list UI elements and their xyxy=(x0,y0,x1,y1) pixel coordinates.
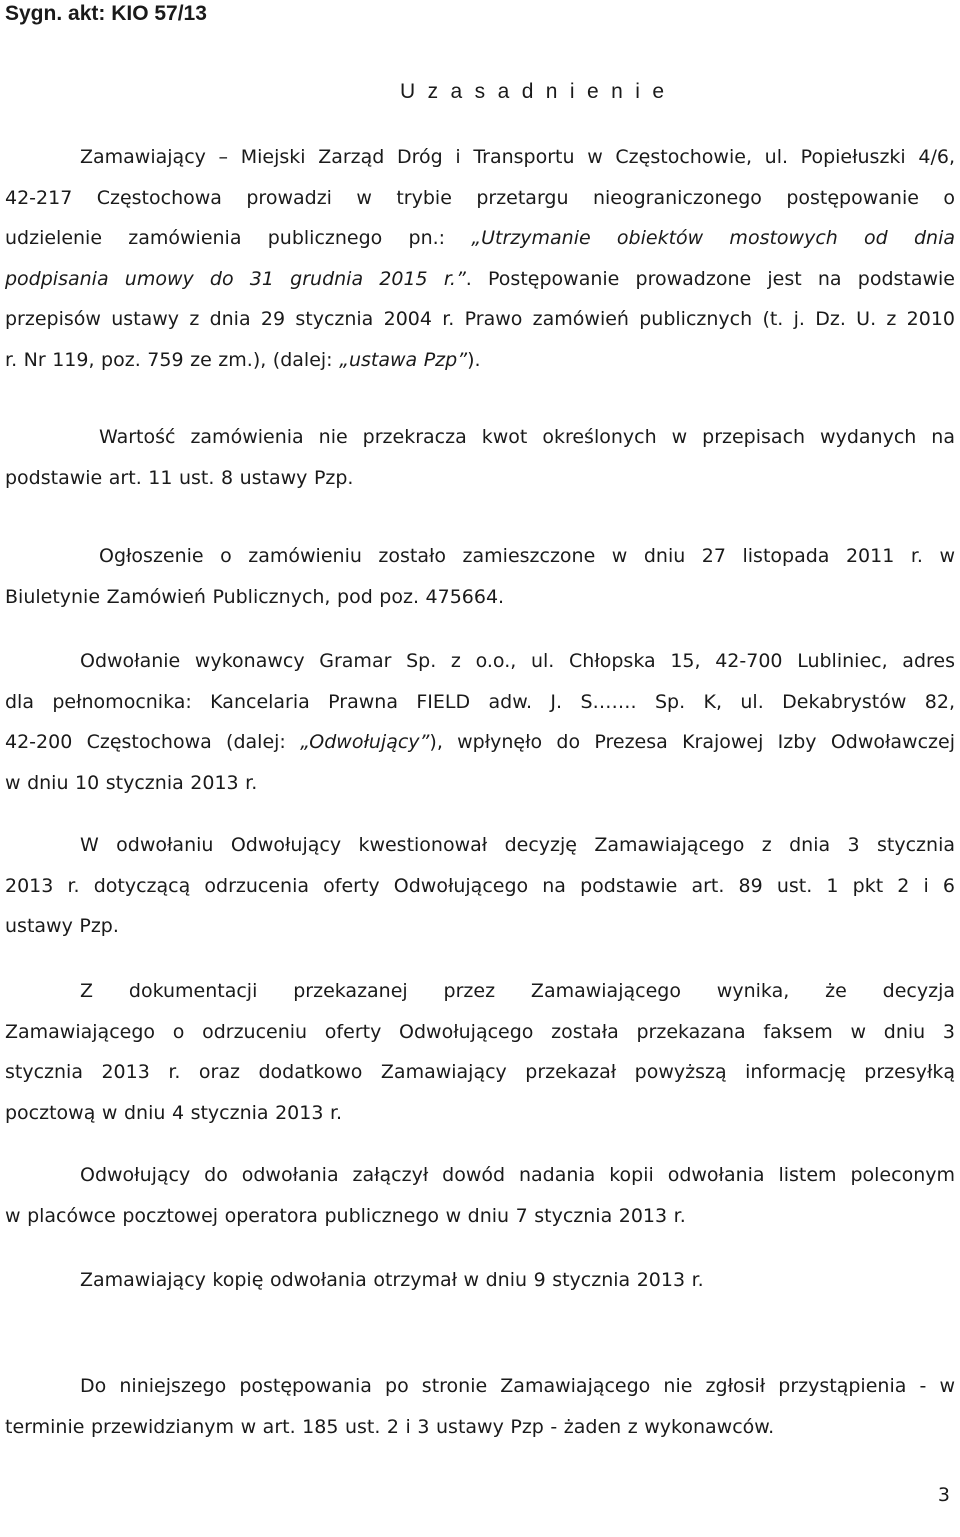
paragraph-intervention xyxy=(5,1366,955,1447)
text-line xyxy=(5,722,955,763)
text-line: w dniu 10 stycznia 2013 r. xyxy=(5,771,258,794)
text-span: ), wpłynęło do Prezesa Krajowej Izby Odwoławczej xyxy=(429,731,955,753)
text-line xyxy=(5,218,955,259)
text-line: dla pełnomocnika: Kancelaria Prawna FIELD adw. J. S……. Sp. K, ul. Dekabrystów 82, xyxy=(5,690,955,713)
paragraph-appeal xyxy=(5,641,955,803)
text-span: udzielenie zamówienia publicznego pn.: xyxy=(5,227,472,249)
paragraph-copy xyxy=(5,1260,955,1301)
text-line: Zamawiający – Miejski Zarząd Dróg i Transportu w Częstochowie, ul. Popiełuszki 4/6, xyxy=(80,146,955,168)
page-number: 3 xyxy=(937,1484,950,1506)
text-span: r. Nr 119, poz. 759 ze zm.), (dalej: xyxy=(5,348,340,371)
text-line: stycznia 2013 r. oraz dodatkowo Zamawiający przekazał powyższą informację przesyłką xyxy=(5,1061,955,1083)
paragraph-announcement xyxy=(5,536,955,617)
appellant-abbrev: „Odwołujący” xyxy=(300,731,430,753)
text-line: przepisów ustawy z dnia 29 stycznia 2004 r. Prawo zamówień publicznych (t. j. Dz. U. z 2010 xyxy=(5,308,955,330)
text-line: Do niniejszego postępowania po stronie Zamawiającego nie zgłosił przystąpienia - w xyxy=(80,1375,955,1397)
paragraph-intro xyxy=(5,137,955,380)
text-line: ustawy Pzp. xyxy=(5,915,119,937)
text-line xyxy=(5,340,955,381)
text-line: Z dokumentacji przekazanej przez Zamawiającego wynika, że decyzja xyxy=(80,980,955,1002)
contract-title: „Utrzymanie obiektów mostowych od dnia xyxy=(471,227,955,249)
text-line: 42-217 Częstochowa prowadzi w trybie przetargu nieograniczonego postępowanie o xyxy=(5,186,955,209)
text-line xyxy=(5,259,955,300)
text-line: podstawie art. 11 ust. 8 ustawy Pzp. xyxy=(5,466,354,489)
act-abbrev: „ustawa Pzp” xyxy=(339,348,468,371)
text-line: Odwołujący do odwołania załączył dowód nadania kopii odwołania listem poleconym xyxy=(80,1164,955,1186)
text-line: terminie przewidzianym w art. 185 ust. 2 i 3 ustawy Pzp - żaden z wykonawców. xyxy=(5,1415,775,1438)
text-line: Ogłoszenie o zamówieniu zostało zamieszczone w dniu 27 listopada 2011 r. w xyxy=(99,545,955,567)
text-line: Wartość zamówienia nie przekracza kwot określonych w przepisach wydanych na xyxy=(99,426,955,448)
document-heading: U z a s a d n i e n i e xyxy=(400,80,668,103)
text-span: 42-200 Częstochowa (dalej: xyxy=(5,731,301,753)
case-signature: Sygn. akt: KIO 57/13 xyxy=(5,2,207,25)
text-line: Biuletynie Zamówień Publicznych, pod poz. 475664. xyxy=(5,585,505,608)
paragraph-proof xyxy=(5,1155,955,1236)
text-line: 2013 r. dotyczącą odrzucenia oferty Odwołującego na podstawie art. 89 ust. 1 pkt 2 i 6 xyxy=(5,874,955,897)
text-line: w placówce pocztowej operatora publicznego w dniu 7 stycznia 2013 r. xyxy=(5,1204,686,1227)
text-line: Odwołanie wykonawcy Gramar Sp. z o.o., ul. Chłopska 15, 42-700 Lubliniec, adres xyxy=(80,650,955,672)
text-line: W odwołaniu Odwołujący kwestionował decyzję Zamawiającego z dnia 3 stycznia xyxy=(80,834,955,856)
text-span: ). xyxy=(467,348,481,371)
text-line: Zamawiającego o odrzuceniu oferty Odwołującego została przekazana faksem w dniu 3 xyxy=(5,1020,955,1043)
paragraph-documentation xyxy=(5,971,955,1133)
paragraph-value xyxy=(5,417,955,498)
text-line: Zamawiający kopię odwołania otrzymał w dniu 9 stycznia 2013 r. xyxy=(80,1269,704,1291)
contract-title-cont: podpisania umowy do 31 grudnia 2015 r.” xyxy=(5,267,466,290)
paragraph-decision xyxy=(5,825,955,947)
text-span: . Postępowanie prowadzone jest na podstawie xyxy=(465,267,955,290)
text-line: pocztową w dniu 4 stycznia 2013 r. xyxy=(5,1101,343,1124)
